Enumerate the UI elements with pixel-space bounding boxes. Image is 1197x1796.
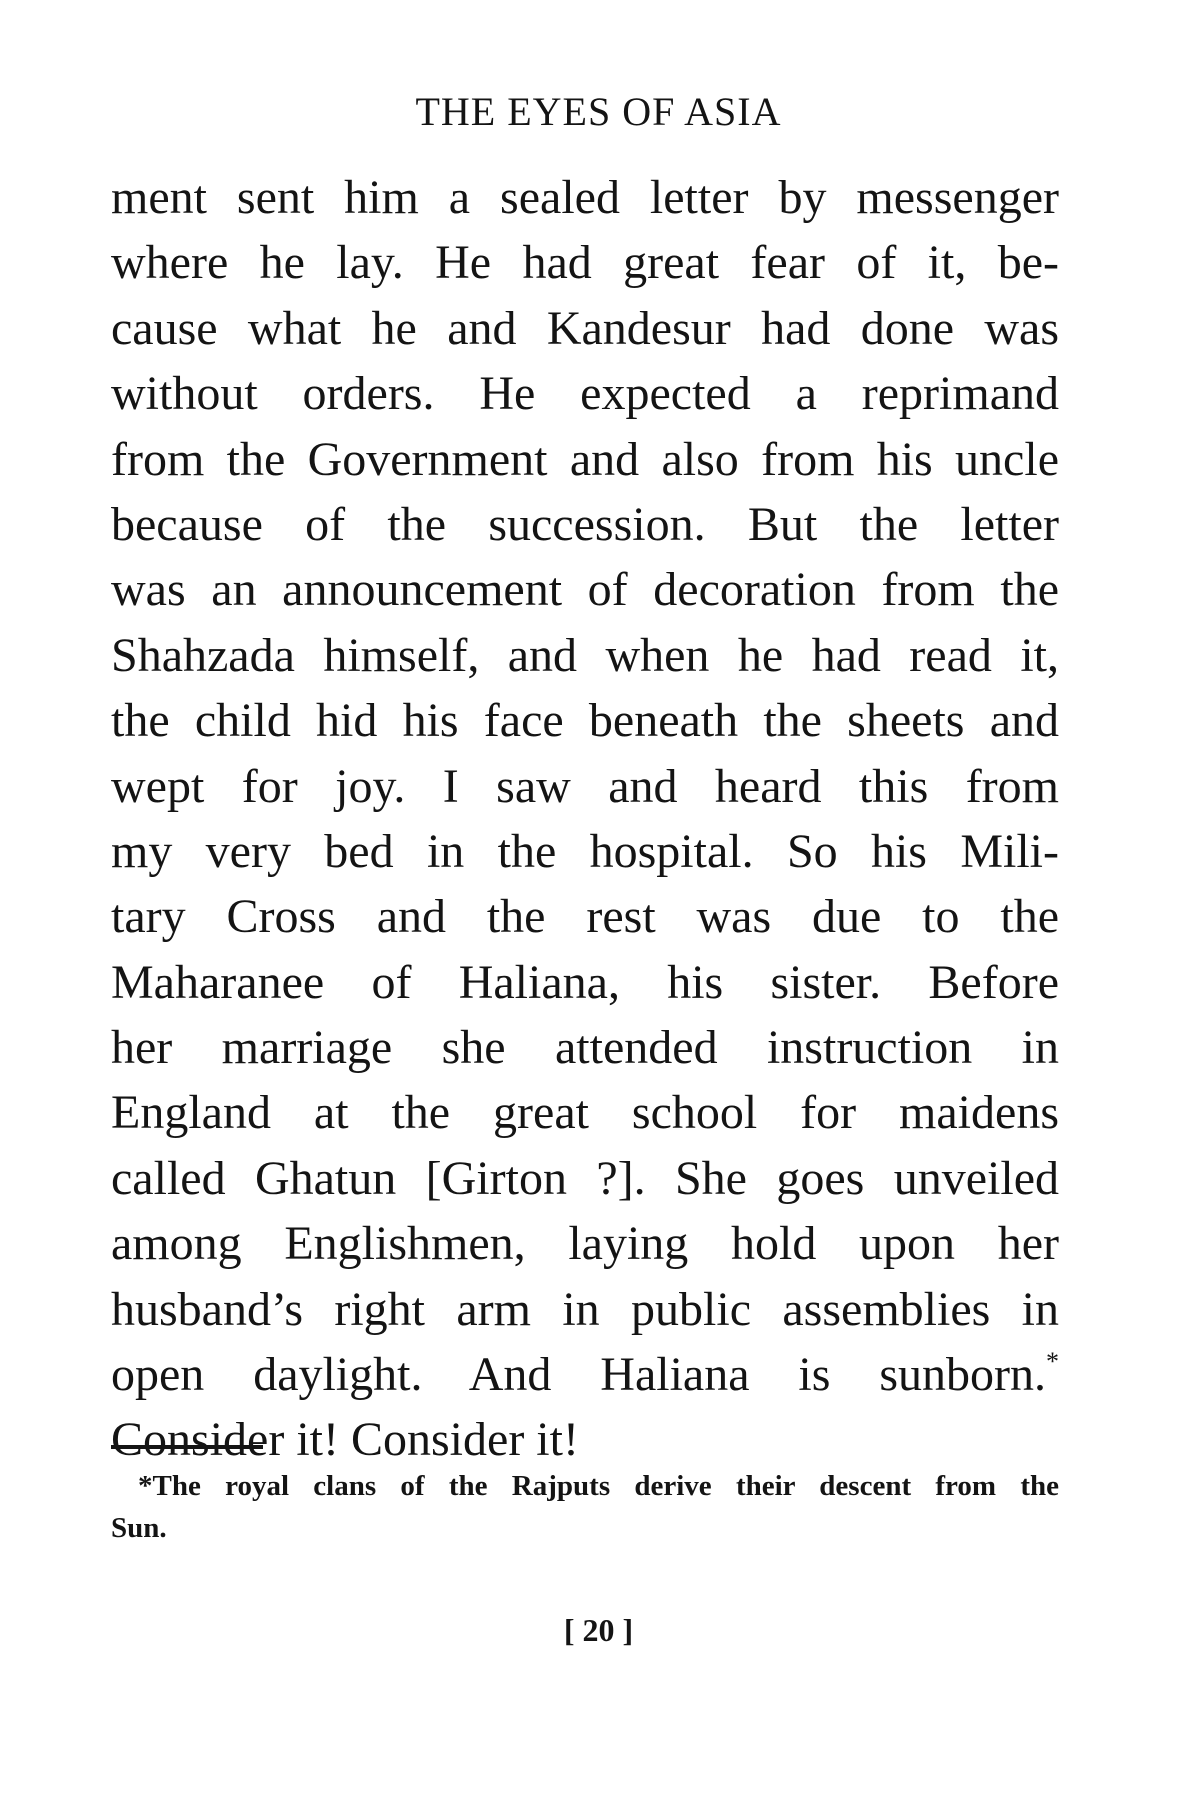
footnote-rule <box>111 1445 263 1449</box>
text-line: cause what he and Kandesur had done was <box>111 301 1059 355</box>
running-title: THE EYES OF ASIA <box>415 89 782 134</box>
text-line: husband’s right arm in public assemblies in <box>111 1282 1059 1336</box>
footnote <box>111 1465 1059 1549</box>
text-line-last: Consider it! Consider it! <box>111 1413 579 1467</box>
text-line: called Ghatun [Girton ?]. She goes unveiled <box>111 1151 1059 1205</box>
text-line: Shahzada himself, and when he had read it, <box>111 628 1059 682</box>
footnote-marker: * <box>1046 1347 1059 1377</box>
text-line: tary Cross and the rest was due to the <box>111 890 1059 944</box>
text-line: England at the great school for maidens <box>111 1086 1059 1140</box>
text-line: my very bed in the hospital. So his Mili- <box>111 824 1059 878</box>
footnote-line: Sun. <box>111 1512 167 1544</box>
text-line: Maharanee of Haliana, his sister. Before <box>111 955 1059 1009</box>
text-line-content: open daylight. And Haliana is sunborn. <box>111 1348 1046 1402</box>
text-line: among Englishmen, laying hold upon her <box>111 1217 1059 1271</box>
text-line: ment sent him a sealed letter by messenger <box>111 171 1059 224</box>
text-line: without orders. He expected a reprimand <box>111 367 1059 421</box>
body-text <box>111 165 1059 1473</box>
text-line-with-footnote <box>111 1342 1059 1407</box>
text-line: wept for joy. I saw and heard this from <box>111 759 1059 813</box>
text-line: her marriage she attended instruction in <box>111 1021 1059 1075</box>
text-line: where he lay. He had great fear of it, be- <box>111 236 1059 290</box>
text-line: from the Government and also from his uncle <box>111 432 1059 486</box>
footnote-line: *The royal clans of the Rajputs derive their descent from the <box>138 1470 1059 1502</box>
page-number: [ 20 ] <box>563 1612 634 1648</box>
text-line: the child hid his face beneath the sheets and <box>111 694 1059 748</box>
text-line: was an announcement of decoration from the <box>111 563 1059 617</box>
text-line: because of the succession. But the letter <box>111 497 1059 551</box>
